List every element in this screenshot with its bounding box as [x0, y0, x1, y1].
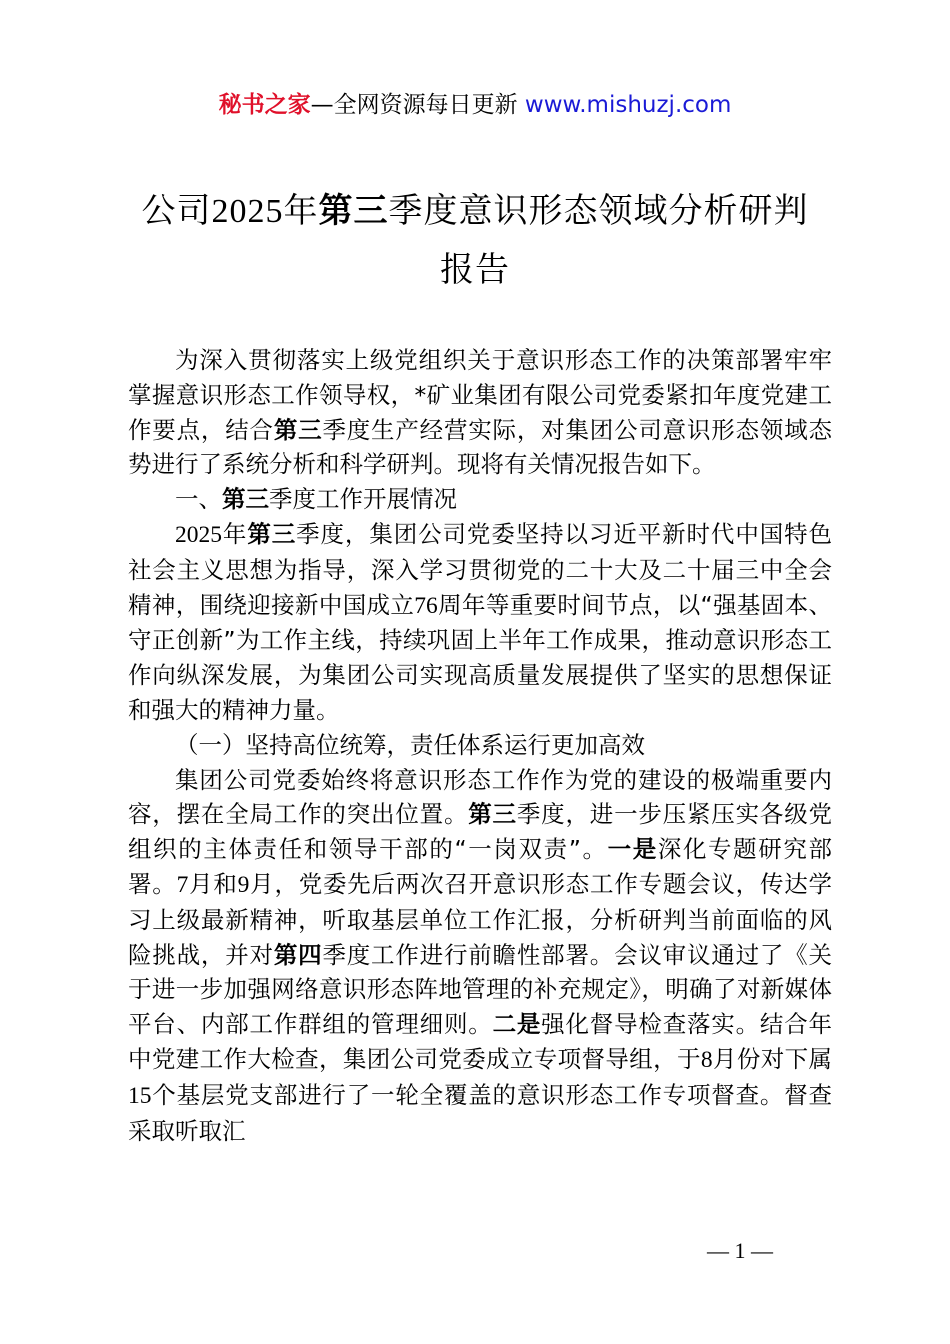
brand-name: 秘书之家 [218, 92, 311, 118]
section-heading-1: 一、第三季度工作开展情况 [175, 485, 457, 514]
section1-paragraph: 2025年第三季度，集团公司党委坚持以习近平新时代中国特色社会主义思想为指导，深入学习贯彻党的二十大及二十届三中全会精神，围绕迎接新中国成立76周年等重要时间节点，以“强基固本、守正创新”为工作主线，持续巩固上半年工作成果，推动意识形态工作向纵深发展，为集团公司实现高质量发展提供了坚实的思想保证和强大的精神力量。 [128, 519, 833, 724]
site-url[interactable]: www.mishuzj.com [524, 92, 732, 118]
subsection-heading-1: （一）坚持高位统筹，责任体系运行更加高效 [175, 730, 645, 759]
document-title [100, 182, 850, 299]
subsection1-paragraph: 集团公司党委始终将意识形态工作作为党的建设的极端重要内容，摆在全局工作的突出位置。第三季度，进一步压紧压实各级党组织的主体责任和领导干部的“一岗双责”。一是深化专题研究部署。7月和9月，党委先后两次召开意识形态工作专题会议，传达学习上级最新精神，听取基层单位工作汇报，分析研判当前面临的风险挑战，并对第四季度工作进行前瞻性部署。会议审议通过了《关于进一步加强网络意识形态阵地管理的补充规定》，明确了对新媒体平台、内部工作群组的管理细则。二是强化督导检查落实。结合年中党建工作大检查，集团公司党委成立专项督导组，于8月份对下属15个基层党支部进行了一轮全覆盖的意识形态工作专项督查。督查采取听取汇 [128, 765, 833, 1145]
page-number: — 1 — [707, 1238, 773, 1263]
intro-paragraph: 为深入贯彻落实上级党组织关于意识形态工作的决策部署牢牢掌握意识形态工作领导权，*矿业集团有限公司党委紧扣年度党建工作要点，结合第三季度生产经营实际，对集团公司意识形态领域态势进行了系统分析和科学研判。现将有关情况报告如下。 [128, 346, 833, 479]
site-header [0, 88, 950, 122]
document-body [128, 343, 832, 1148]
title-line-1: 公司2025年第三季度意识形态领域分析研判 [141, 191, 809, 231]
title-line-2: 报告 [440, 250, 510, 290]
header-tagline: —全网资源每日更新 [310, 92, 518, 118]
